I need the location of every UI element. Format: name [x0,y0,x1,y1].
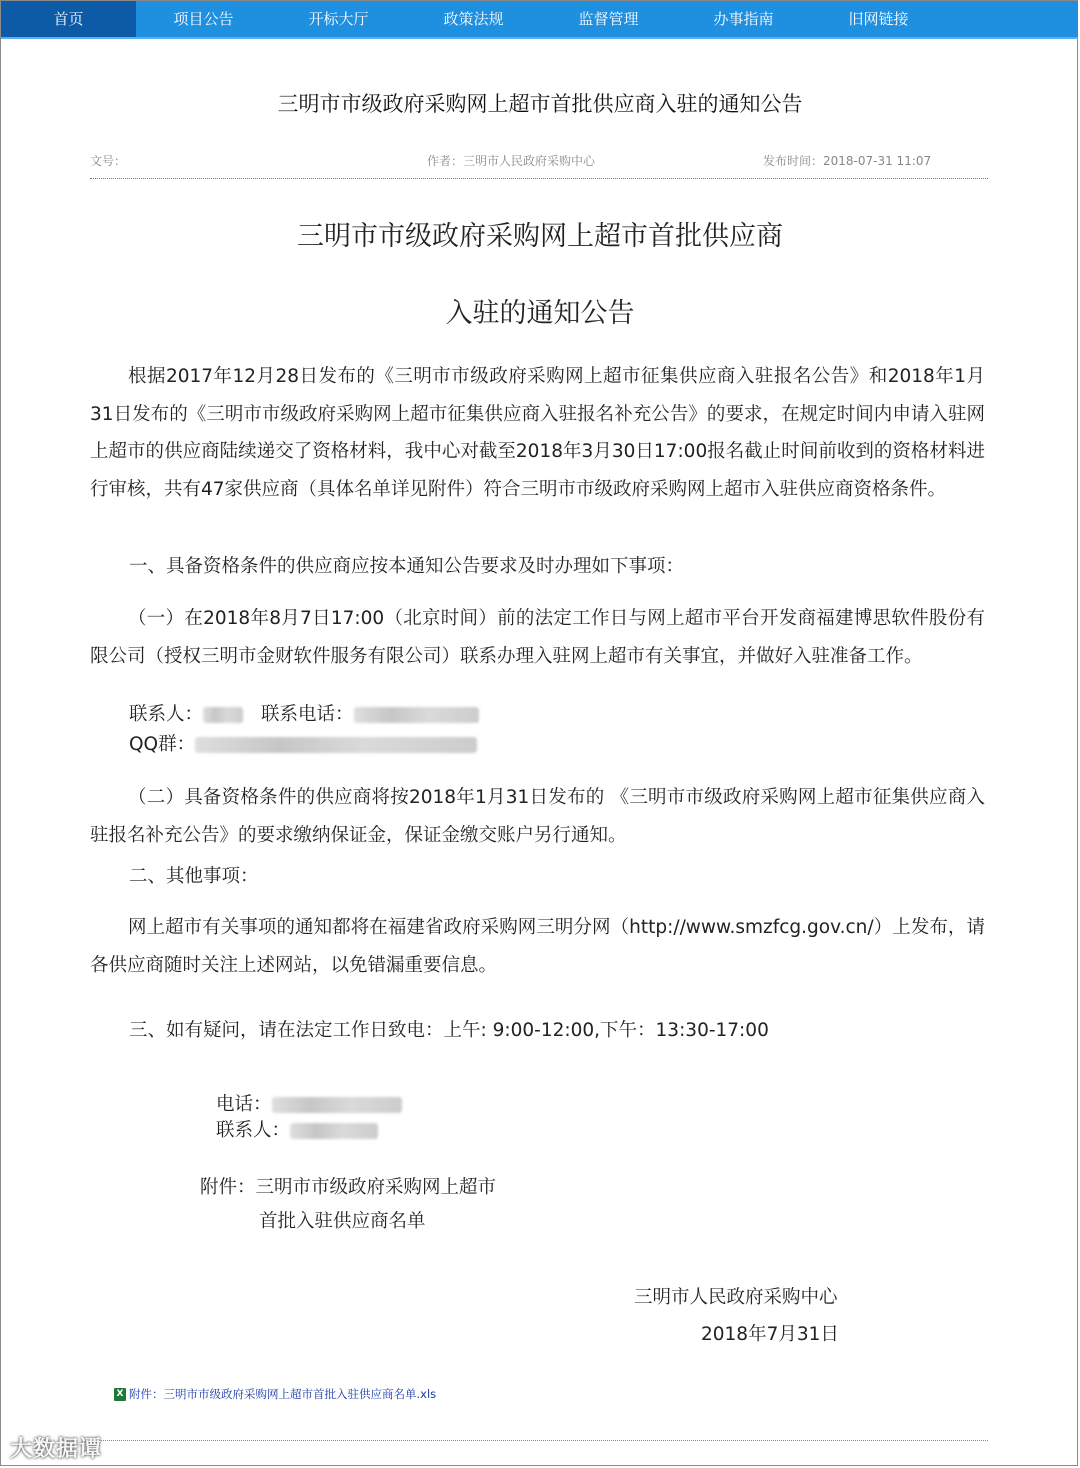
phone-label: 联系电话： [261,704,354,725]
item-1: （一）在2018年8月7日17:00（北京时间）前的法定工作日与网上超市平台开发商福建博思软件股份有限公司（授权三明市金财软件服务有限公司）联系办理入驻网上超市有关事宜，并做好入驻准备工作。 [90,608,985,667]
attachment-download-link[interactable] [114,1386,436,1402]
redacted-phone [354,707,479,723]
nav-project-notices[interactable]: 项目公告 [173,10,234,28]
signature-org: 三明市人民政府采购中心 [634,1287,838,1308]
nav-supervision[interactable]: 监督管理 [578,10,639,28]
redacted-contact-name [203,707,243,723]
headline-line-1: 三明市市级政府采购网上超市首批供应商 [297,221,783,252]
contact-label: 联系人： [129,704,204,725]
nav-policies[interactable]: 政策法规 [443,10,504,28]
section-1-heading: 一、具备资格条件的供应商应按本通知公告要求及时办理如下事项： [129,556,685,577]
top-nav [1,1,1078,39]
redacted-contact-2 [290,1123,378,1139]
paragraph-other: 网上超市有关事项的通知都将在福建省政府采购网三明分网（http://www.smzfcg.gov.cn/）上发布，请各供应商随时关注上述网站，以免错漏重要信息。 [90,917,985,976]
meta-divider [90,178,988,179]
excel-file-icon: X [114,1388,126,1401]
signature-date: 2018年7月31日 [701,1324,839,1345]
bottom-divider [90,1440,988,1441]
publish-time: 发布时间：2018-07-31 11:07 [763,154,932,168]
tel-row [216,1090,402,1116]
redacted-qq [195,737,477,753]
attachment-line-2: 首批入驻供应商名单 [259,1211,426,1232]
headline-line-2: 入驻的通知公告 [445,298,635,329]
watermark: 大数据谭 [10,1437,103,1462]
redacted-tel [272,1097,402,1113]
nav-home[interactable]: 首页 [1,1,136,37]
doc-number: 文号： [90,154,127,168]
contact-label-2: 联系人： [216,1120,291,1141]
page-title: 三明市市级政府采购网上超市首批供应商入驻的通知公告 [277,92,803,116]
paragraph-intro: 根据2017年12月28日发布的《三明市市级政府采购网上超市征集供应商入驻报名公告》和2018年1月31日发布的《三明市市级政府采购网上超市征集供应商入驻报名补充公告》的要求，在规定时间内申请入驻网上超市的供应商陆续递交了资格材料，我中心对截至2018年3月30日17:00报名截止时间前收到的资格材料进行审核，共有47家供应商（具体名单详见附件）符合三明市市级政府采购网上超市入驻供应商资格条件。 [90,366,985,500]
attachment-line-1: 附件：三明市市级政府采购网上超市 [200,1177,497,1198]
tel-label: 电话： [216,1094,272,1115]
section-2-heading: 二、其他事项： [129,866,259,887]
attachment-link-text[interactable]: 附件：三明市市级政府采购网上超市首批入驻供应商名单.xls [129,1387,437,1401]
nav-old-links[interactable]: 旧网链接 [848,10,909,28]
author: 作者：三明市人民政府采购中心 [427,154,596,168]
section-3-heading: 三、如有疑问，请在法定工作日致电：上午: 9:00-12:00,下午：13:30-17:00 [129,1020,769,1041]
contact-row-2 [216,1116,378,1142]
nav-guide[interactable]: 办事指南 [713,10,774,28]
qq-label: QQ群： [129,734,196,755]
nav-bid-hall[interactable]: 开标大厅 [308,10,369,28]
contact-row [129,700,479,726]
qq-row [129,730,477,756]
item-2: （二）具备资格条件的供应商将按2018年1月31日发布的 《三明市市级政府采购网上超市征集供应商入驻报名补充公告》的要求缴纳保证金，保证金缴交账户另行通知。 [90,787,985,846]
